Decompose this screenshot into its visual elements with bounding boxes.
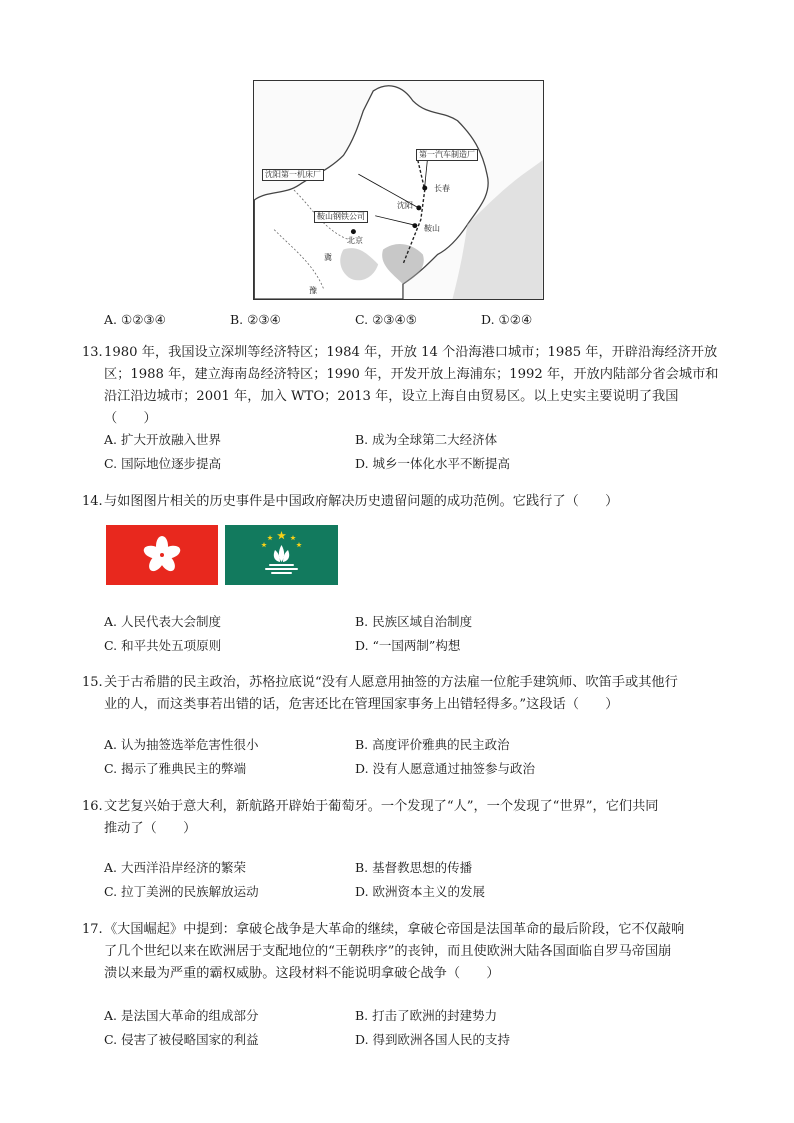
q15-option-a[interactable]: A. 认为抽签选举危害性很小 [104, 737, 259, 752]
q15-number: 15. [82, 675, 103, 690]
q16-option-b[interactable]: B. 基督教思想的传播 [355, 860, 473, 875]
map-label-shenyang: 沈阳 [397, 201, 413, 210]
q17-stem: 《大国崛起》中提到：拿破仑战争是大革命的继续，拿破仑帝国是法国革命的最后阶段，它不仅敲响 了几个世纪以来在欧洲居于支配地位的“王朝秩序”的丧钟，而且使欧洲大陆各国面临自罗马帝国崩 溃以来最为严重的霸权威胁。这段材料不能说明拿破仑战争（ ） [104, 922, 685, 981]
map-label-beijing: 北京 [347, 236, 363, 245]
q16-option-d[interactable]: D. 欧洲资本主义的发展 [355, 884, 486, 899]
q13-number: 13. [82, 345, 103, 360]
q13-stem: 1980 年，我国设立深圳等经济特区；1984 年，开放 14 个沿海港口城市；1985 年，开辟沿海经济开放 区；1988 年，建立海南岛经济特区；1990 年，开发开放上海浦东；1992 年，开放内陆部分省会城市和 沿江沿边城市；2001 年，加入 WTO；2013 年，设立上海自由贸易区。以上史实主要说明了我国（ ） [104, 345, 719, 426]
q17-option-d[interactable]: D. 得到欧洲各国人民的支持 [355, 1032, 511, 1047]
map-label-auto-factory: 第一汽车制造厂 [416, 149, 478, 161]
q15-option-c[interactable]: C. 揭示了雅典民主的弊端 [104, 761, 247, 776]
q14-option-b[interactable]: B. 民族区域自治制度 [355, 614, 473, 629]
q15-stem: 关于古希腊的民主政治，苏格拉底说“没有人愿意用抽签的方法雇一位舵手建筑师、吹笛手或其他行 业的人，而这类事若出错的话，危害还比在管理国家事务上出错轻得多。”这段话（ ） [104, 675, 678, 712]
map-label-yu: 豫 [309, 286, 317, 295]
q12-option-d[interactable]: D. ①②④ [481, 312, 533, 327]
map-label-machine-factory: 沈阳第一机床厂 [262, 169, 324, 181]
q14-option-d[interactable]: D. “一国两制”构想 [355, 638, 461, 653]
q12-option-a[interactable]: A. ①②③④ [104, 312, 166, 327]
q17-option-c[interactable]: C. 侵害了被侵略国家的利益 [104, 1032, 259, 1047]
q13-option-c[interactable]: C. 国际地位逐步提高 [104, 456, 222, 471]
q17-option-b[interactable]: B. 打击了欧洲的封建势力 [355, 1008, 498, 1023]
q16-number: 16. [82, 799, 103, 814]
q16-stem: 文艺复兴始于意大利，新航路开辟始于葡萄牙。一个发现了“人”，一个发现了“世界”，它们共同 推动了（ ） [104, 799, 659, 836]
q13-option-a[interactable]: A. 扩大开放融入世界 [104, 432, 222, 447]
map-label-steel: 鞍山钢铁公司 [314, 211, 368, 223]
q14-option-a[interactable]: A. 人民代表大会制度 [104, 614, 222, 629]
q16-option-c[interactable]: C. 拉丁美洲的民族解放运动 [104, 884, 259, 899]
bauhinia-flag-icon [106, 525, 218, 585]
q16-option-a[interactable]: A. 大西洋沿岸经济的繁荣 [104, 860, 247, 875]
city-dot-shenyang [416, 205, 421, 210]
city-dot-beijing [351, 229, 356, 234]
map-drawing [254, 81, 543, 299]
q15-option-d[interactable]: D. 没有人愿意通过抽签参与政治 [355, 761, 536, 776]
q13-option-d[interactable]: D. 城乡一体化水平不断提高 [355, 456, 511, 471]
q14-option-c[interactable]: C. 和平共处五项原则 [104, 638, 222, 653]
q14-number: 14. [82, 494, 103, 509]
northeast-industry-map [253, 80, 544, 300]
lotus-flag-icon [225, 525, 338, 585]
map-label-anshan: 鞍山 [424, 224, 440, 233]
q12-option-b[interactable]: B. ②③④ [230, 312, 281, 327]
q17-option-a[interactable]: A. 是法国大革命的组成部分 [104, 1008, 259, 1023]
city-dot-changchun [422, 186, 427, 191]
map-label-ji: 冀 [324, 253, 332, 262]
q15-option-b[interactable]: B. 高度评价雅典的民主政治 [355, 737, 510, 752]
q12-option-c[interactable]: C. ②③④⑤ [355, 312, 417, 327]
map-label-changchun: 长春 [434, 184, 450, 193]
city-dot-anshan [412, 223, 417, 228]
q17-number: 17. [82, 922, 103, 937]
q14-stem: 与如图图片相关的历史事件是中国政府解决历史遗留问题的成功范例。它践行了（ ） [104, 494, 619, 509]
macau-flag [225, 525, 338, 585]
q13-option-b[interactable]: B. 成为全球第二大经济体 [355, 432, 498, 447]
hong-kong-flag [106, 525, 218, 585]
